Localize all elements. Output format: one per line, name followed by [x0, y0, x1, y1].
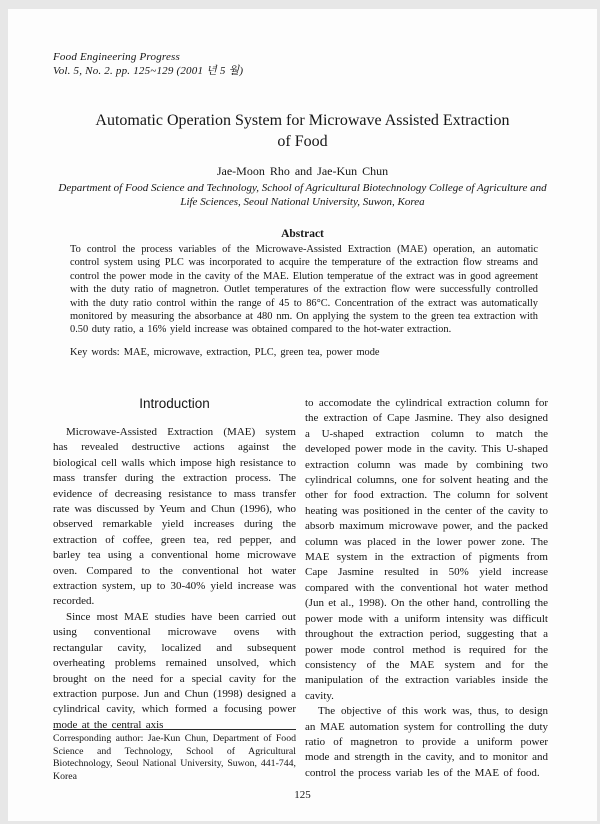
footnote-divider — [53, 729, 296, 730]
article-title: Automatic Operation System for Microwave Assisted Extraction of Food — [95, 112, 510, 150]
journal-issue-info: Vol. 5, No. 2. pp. 125~129 (2001 년 5 월) — [53, 64, 244, 77]
intro-paragraph-3: The objective of this work was, thus, to design an MAE automation system for controlling the duty ratio of magnetron to provide a uniform power mode and strength in the cavity, and to monitor and control the process variab les of the MAE of food. — [305, 705, 548, 779]
intro-paragraph-2: Since most MAE studies have been carried out using conventional microwave ovens with rectangular cavity, localized and subsequent overheating problems remained unsolved, which brought on the need for a special cavity for the extraction purpose. Jun and Chun (1998) designed a cylindrical cavity, which formed a focusing power mode at the central axis — [53, 610, 296, 731]
intro-paragraph-2-continued: to accomodate the cylindrical extraction column for the extraction of Cape Jasmine. They also designed a U-shaped extraction column to match the developed power mode in the cavity. This U-shaped extraction column was made by combining two cylindrical columns, one for solvent heating and the other for food extraction. The column for solvent heating was positioned in the center of the cavity to absorb maximum microwave power, and the packed column was placed in the lower power zone. The MAE system in the extraction of pigments from Cape Jasmine resulted in 50% yield increase compared with the conventional hot water method (Jun et al., 1998). On the other hand, controlling the power mode with a uniform intensity was difficult throughout the extraction period, suggesting that a power mode control method is required for the consistency of the MAE system and for the manipulation of the extraction variables inside the cavity. — [305, 397, 548, 702]
keywords-line: Key words: MAE, microwave, extraction, PLC, green tea, power mode — [70, 347, 380, 358]
left-column — [53, 396, 296, 733]
article-affiliation: Department of Food Science and Technology, School of Agricultural Biotechnology College of Agriculture and Life Sciences, Seoul National University, Suwon, Korea — [58, 182, 547, 208]
journal-header — [53, 51, 243, 78]
article-authors: Jae-Moon Rho and Jae-Kun Chun — [216, 164, 389, 178]
journal-name: Food Engineering Progress — [53, 51, 181, 63]
introduction-heading: Introduction — [139, 396, 210, 411]
document-page — [8, 9, 597, 821]
abstract-text: To control the process variables of the Microwave-Assisted Extraction (MAE) operation, an automatic control system using PLC was incorporated to acquire the temperature of the extraction flow streams and control the power mode in the cavity of the MAE. Elution temperatue of the extract was in good agreement with the duty ratio of magnetron. Outlet temperatures of the extraction flow were successfully controlled with the duty ratio control within the range of 45 to 86°C. Concentration of the extract was automatically monitored by measuring the absorbance at 480 nm. On applying the system to the green tea extraction with 0.50 duty ratio, a 16% yield increase was obtained compared to the hot-water extraction. — [70, 244, 538, 336]
right-column — [305, 396, 548, 781]
page-number: 125 — [294, 789, 311, 801]
abstract-heading: Abstract — [281, 228, 324, 240]
corresponding-author-footnote: Corresponding author: Jae-Kun Chun, Department of Food Science and Technology, School of Agricultural Biotechnology, Seoul National University, Suwon, 441-744, Korea — [53, 733, 296, 782]
intro-paragraph-1: Microwave-Assisted Extraction (MAE) system has revealed destructive actions against the biological cell walls which impose high resistance to mass transfer during the extraction process. The evidence of decreasing resistance to mass transfer rate was discussed by Yeum and Chun (1996), who observed remarkable yield increases during the extraction of coffee, green tea, red pepper, and barley tea using a conventional home microwave oven. Compared to the conventional hot water extraction system, up to 30-40% yield increase was recorded. — [53, 426, 296, 608]
